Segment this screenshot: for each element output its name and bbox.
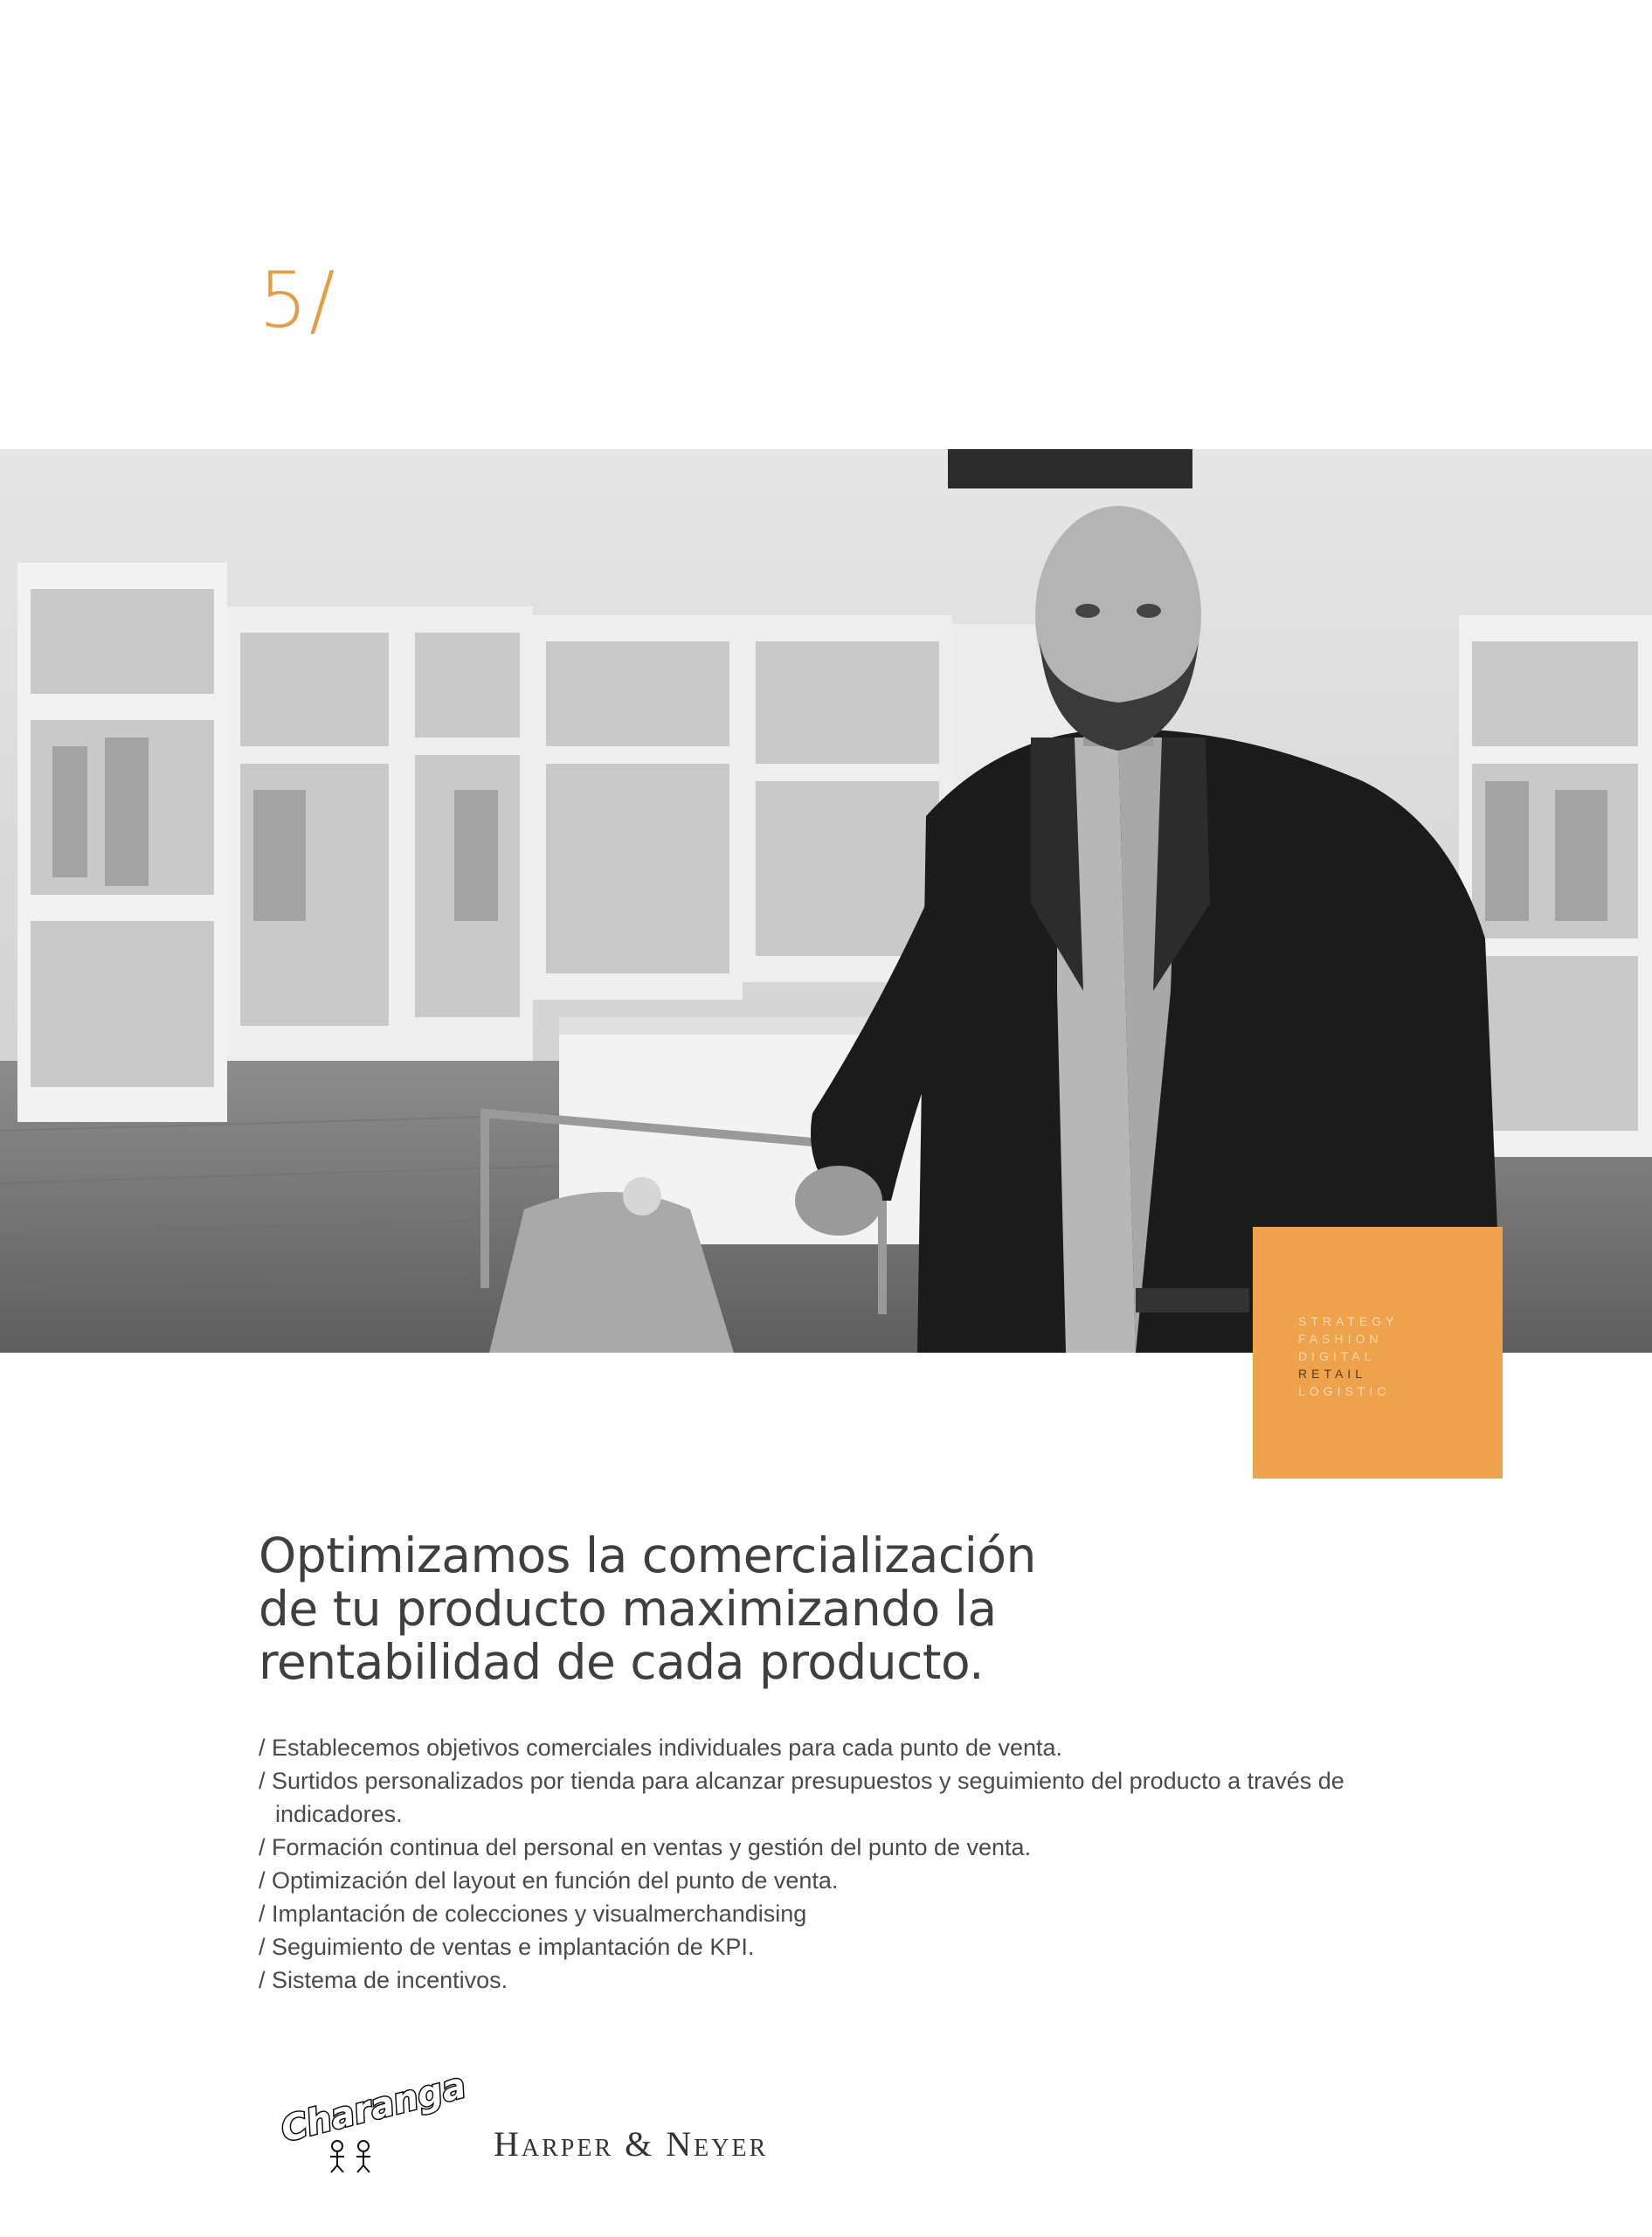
svg-text:Charanga: Charanga [277, 2065, 470, 2150]
hero-photo [0, 449, 1652, 1353]
services-tag-list [1298, 1312, 1398, 1400]
bullet-item: / Establecemos objetivos comerciales individuales para cada punto de venta. [259, 1735, 1063, 1761]
bullet-item: / Surtidos personalizados por tienda para alcanzar presupuestos y seguimiento del producto a través de indicadores. [259, 1768, 1344, 1827]
store-photo-illustration [0, 449, 1652, 1353]
page-number: 5/ [259, 255, 337, 345]
tag-retail: RETAIL [1298, 1367, 1366, 1381]
harper-neyer-logo: Harper & Neyer [494, 2124, 769, 2164]
headline [259, 1529, 1220, 1689]
services-tag-box [1253, 1227, 1503, 1479]
tag-fashion: FASHION [1298, 1332, 1383, 1346]
bullet-item: / Sistema de incentivos. [259, 1967, 508, 1993]
charanga-logo-mark [276, 2065, 470, 2176]
bullet-item: / Optimización del layout en función del punto de venta. [259, 1867, 839, 1894]
tag-strategy: STRATEGY [1298, 1314, 1399, 1328]
headline-line-2: de tu producto maximizando la [259, 1581, 997, 1637]
bullet-item: / Implantación de colecciones y visualmerchandising [259, 1901, 807, 1927]
headline-line-1: Optimizamos la comercialización [259, 1527, 1036, 1583]
charanga-logo [276, 2065, 470, 2176]
tag-digital: DIGITAL [1298, 1349, 1376, 1363]
bullet-item: / Seguimiento de ventas e implantación de KPI. [259, 1934, 755, 1960]
tag-logistic: LOGISTIC [1298, 1384, 1391, 1398]
bullet-item: / Formación continua del personal en ventas y gestión del punto de venta. [259, 1834, 1032, 1860]
headline-line-3: rentabilidad de cada producto. [259, 1634, 985, 1690]
services-bullet-list [259, 1731, 1394, 1997]
